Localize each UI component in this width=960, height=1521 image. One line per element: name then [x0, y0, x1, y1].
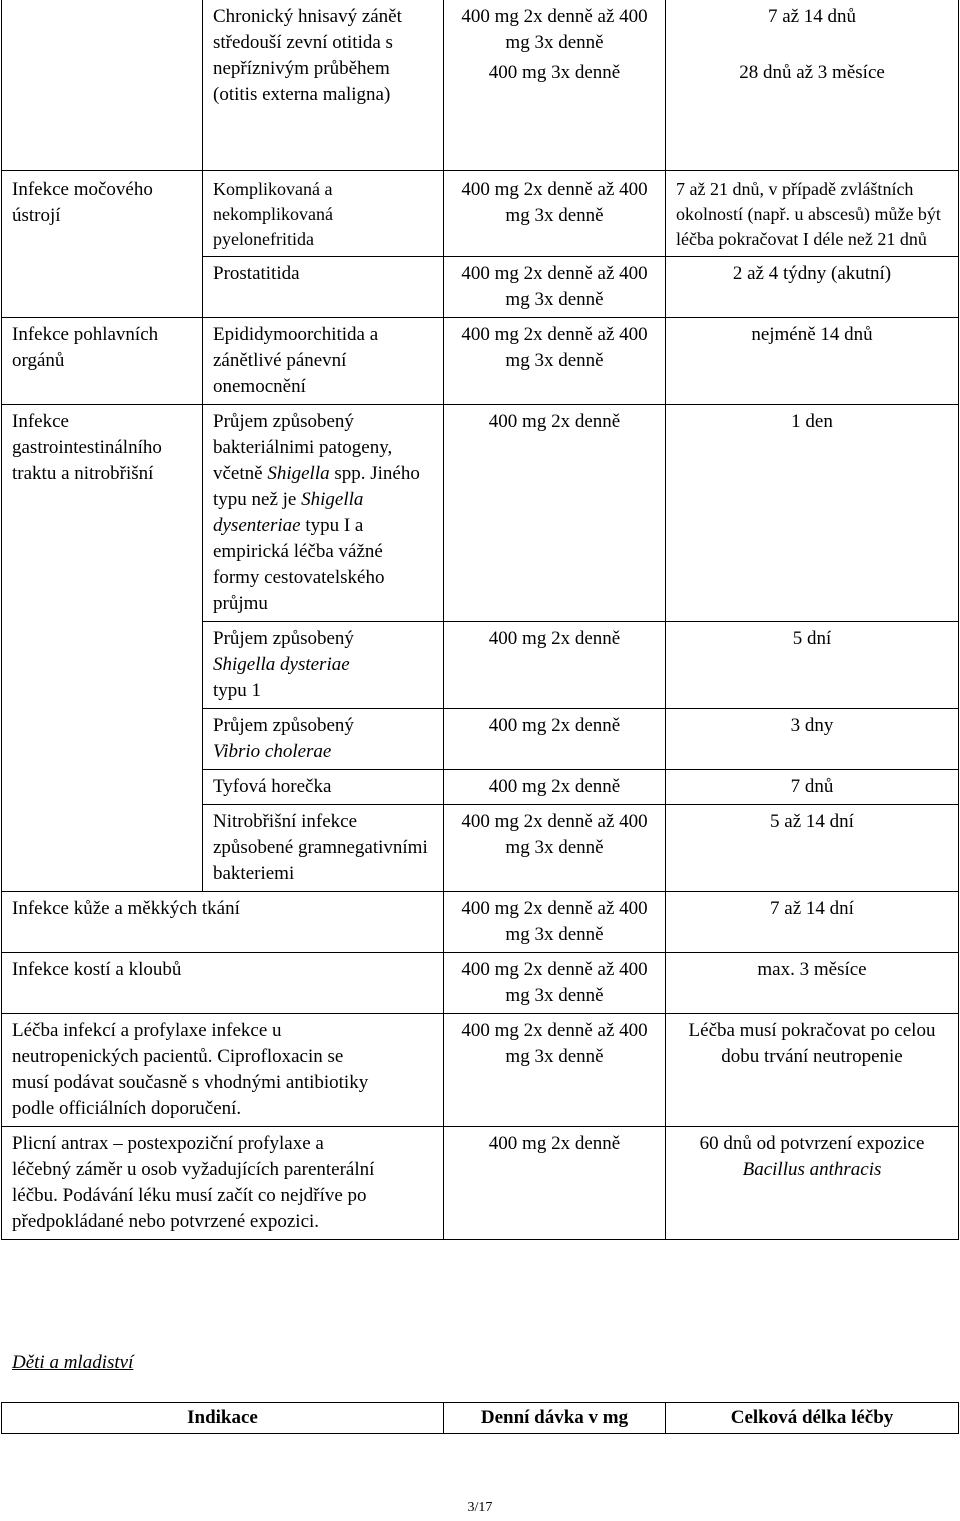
diagnosis-text: typu I a empirická léčba vážné formy cestovatelského průjmu	[213, 514, 385, 614]
group-cell	[2, 0, 203, 170]
duration-cell: 7 až 14 dnů	[666, 0, 959, 60]
header-daily-dose: Denní dávka v mg	[444, 1403, 666, 1434]
header-indication: Indikace	[2, 1403, 444, 1434]
duration-cell: 3 dny	[666, 708, 959, 769]
diagnosis-cell: Epididymoorchitida a zánětlivé pánevní onemocnění	[203, 317, 444, 404]
dose-cell: 400 mg 2x denně až 400 mg 3x denně	[444, 952, 666, 1013]
duration-cell: nejméně 14 dnů	[666, 317, 959, 404]
duration-cell: 7 dnů	[666, 769, 959, 804]
diagnosis-text: spp. Jiného typu než je	[213, 462, 420, 510]
diagnosis-cell: Plicní antrax – postexpoziční profylaxe a léčebný záměr u osob vyžadujících parenterální léčbu. Podávání léku musí začít co nejdříve po předpokládané nebo potvrzené expozici.	[2, 1126, 444, 1239]
dosage-table	[1, 0, 959, 1240]
section-title: Děti a mladiství	[12, 1352, 134, 1373]
duration-cell: 1 den	[666, 404, 959, 621]
duration-text: 60 dnů od potvrzení expozice	[699, 1132, 925, 1154]
organism-name: Shigella	[267, 462, 330, 484]
dose-cell: 400 mg 2x denně až 400 mg 3x denně	[444, 256, 666, 317]
organism-name: Shigella dysenteriae	[213, 488, 364, 536]
diagnosis-text: Průjem způsobený bakteriálnimi patogeny, včetně	[213, 410, 393, 484]
table-row	[2, 952, 959, 1013]
diagnosis-text: typu 1	[213, 679, 262, 701]
duration-cell: 5 dní	[666, 621, 959, 708]
dose-cell: 400 mg 2x denně až 400 mg 3x denně	[444, 1013, 666, 1126]
dose-cell: 400 mg 2x denně až 400 mg 3x denně	[444, 317, 666, 404]
diagnosis-cell: Nitrobřišní infekce způsobené gramnegativními bakteriemi	[203, 804, 444, 891]
duration-cell: 5 až 14 dní	[666, 804, 959, 891]
group-cell: Infekce močového ústrojí	[2, 170, 203, 317]
diagnosis-cell: Chronický hnisavý zánět středouší zevní otitida s nepříznivým průběhem (otitis externa maligna)	[203, 0, 444, 170]
diagnosis-cell: Prostatitida	[203, 256, 444, 317]
organism-name: Vibrio cholerae	[213, 740, 332, 762]
diagnosis-cell: Léčba infekcí a profylaxe infekce u neutropenických pacientů. Ciprofloxacin se musí podávat současně s vhodnými antibiotiky podle officiálních doporučení.	[2, 1013, 444, 1126]
duration-cell: 28 dnů až 3 měsíce	[666, 60, 959, 170]
organism-name: Bacillus anthracis	[742, 1158, 882, 1180]
organism-name: Shigella dysteriae	[213, 653, 350, 675]
header-total-duration: Celková délka léčby	[666, 1403, 959, 1434]
dose-cell: 400 mg 2x denně	[444, 769, 666, 804]
dose-cell: 400 mg 2x denně	[444, 1126, 666, 1239]
group-cell: Infekce pohlavních orgánů	[2, 317, 203, 404]
dose-cell: 400 mg 2x denně	[444, 621, 666, 708]
diagnosis-cell: Infekce kostí a kloubů	[2, 952, 444, 1013]
diagnosis-cell	[203, 621, 444, 708]
duration-cell: Léčba musí pokračovat po celou dobu trvání neutropenie	[666, 1013, 959, 1126]
diagnosis-text: Průjem způsobený	[213, 714, 354, 736]
group-cell: Infekce gastrointestinálního traktu a nitrobřišní	[2, 404, 203, 891]
pediatric-table-header	[1, 1402, 959, 1434]
duration-cell: 7 až 21 dnů, v případě zvláštních okolností (např. u abscesů) může být léčba pokračovat I déle než 21 dnů	[666, 170, 959, 256]
diagnosis-cell: Tyfová horečka	[203, 769, 444, 804]
diagnosis-cell	[203, 708, 444, 769]
duration-cell: max. 3 měsíce	[666, 952, 959, 1013]
table-row	[2, 1126, 959, 1239]
table-row	[2, 1013, 959, 1126]
diagnosis-cell: Komplikovaná a nekomplikovaná pyelonefritida	[203, 170, 444, 256]
table-row	[2, 0, 959, 60]
duration-cell	[666, 1126, 959, 1239]
duration-cell: 7 až 14 dní	[666, 891, 959, 952]
diagnosis-text: Průjem způsobený	[213, 627, 354, 649]
table-row	[2, 317, 959, 404]
dose-cell: 400 mg 2x denně až 400 mg 3x denně	[444, 804, 666, 891]
duration-cell: 2 až 4 týdny (akutní)	[666, 256, 959, 317]
dose-cell: 400 mg 2x denně	[444, 404, 666, 621]
table-row	[2, 170, 959, 256]
diagnosis-cell: Infekce kůže a měkkých tkání	[2, 891, 444, 952]
table-row	[2, 891, 959, 952]
dose-cell: 400 mg 2x denně	[444, 708, 666, 769]
dose-cell: 400 mg 3x denně	[444, 60, 666, 170]
dose-cell: 400 mg 2x denně až 400 mg 3x denně	[444, 0, 666, 60]
page-number: 3/17	[467, 1500, 493, 1515]
diagnosis-cell	[203, 404, 444, 621]
dose-cell: 400 mg 2x denně až 400 mg 3x denně	[444, 170, 666, 256]
table-row	[2, 404, 959, 621]
dose-cell: 400 mg 2x denně až 400 mg 3x denně	[444, 891, 666, 952]
